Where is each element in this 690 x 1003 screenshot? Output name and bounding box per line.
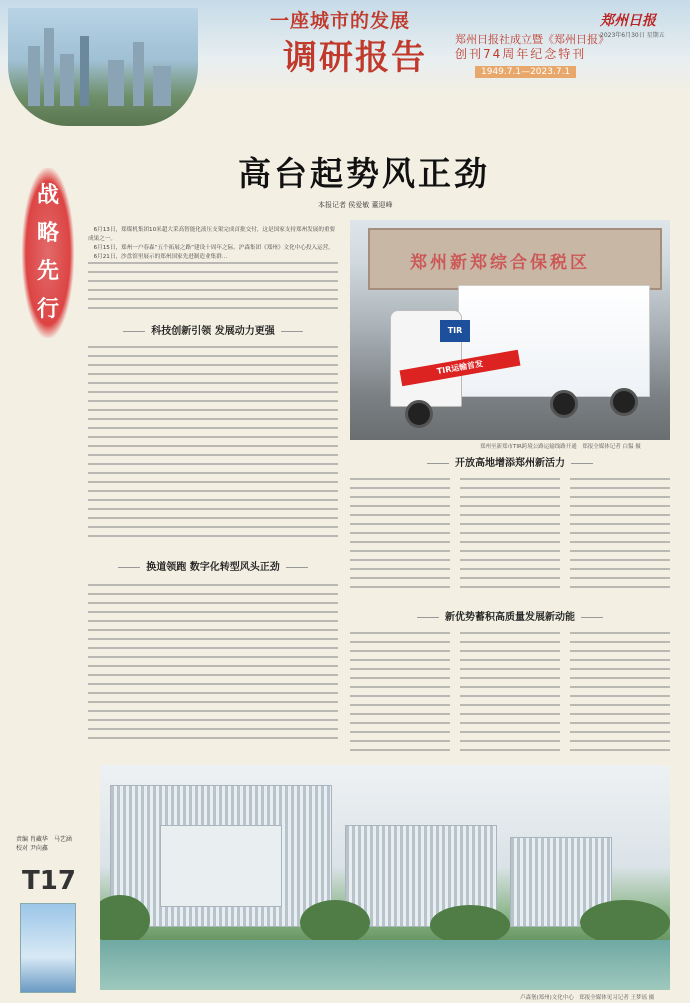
side-label-char: 战	[36, 182, 59, 208]
header-report-title: 调研报告	[283, 38, 427, 78]
wheel-icon	[550, 390, 578, 418]
truck-container	[458, 285, 650, 397]
body-text-block	[570, 632, 670, 756]
building-atrium	[160, 825, 282, 907]
body-text-block	[88, 346, 338, 544]
proofreader-line: 校对 尹向鑫	[16, 845, 48, 852]
wheel-icon	[405, 400, 433, 428]
section-heading: 科技创新引领 发展动力更强	[88, 322, 338, 337]
wheel-icon	[610, 388, 638, 416]
intro-paragraph: 6月15日，郑州一户春森“五个拓展之路”建设十周年之际，沪森集团《郑州》文化中心投入运营。	[93, 245, 334, 251]
cultural-center-photo	[100, 765, 670, 990]
section-heading: 开放高地增添郑州新活力	[350, 454, 670, 469]
side-label-char: 行	[36, 296, 59, 322]
body-text-block	[460, 632, 560, 756]
page-number: T17	[22, 866, 76, 896]
body-text-block	[570, 478, 670, 598]
editors-line: 责编 肖藏华 马艺涵	[16, 836, 72, 843]
issue-date: 2023年6月30日 星期五	[600, 32, 665, 39]
photo-caption: 卢森堡(郑州)文化中心 郑报全媒体见习记者 王梦瑶 摄	[520, 995, 655, 1001]
tree	[430, 905, 510, 945]
tir-plate: TIR	[440, 320, 470, 342]
intro-paragraph: 6月13日，郑煤机集团10米超大采高智能化液压支架完成首批交付，这是国家支持郑州发展的重要成果之一。	[88, 227, 336, 242]
article-title: 高台起势风正劲	[238, 154, 490, 193]
article-byline: 本报记者 侯爱敏 董迎峰	[318, 201, 393, 209]
body-text-block	[350, 478, 450, 598]
newspaper-logo: 郑州日报	[600, 13, 656, 29]
tree	[580, 900, 670, 945]
header-info-line1: 郑州日报社成立暨《郑州日报》	[455, 33, 609, 46]
page-thumbnail	[20, 903, 76, 993]
body-text-block	[88, 584, 338, 750]
header-info-line2: 创刊74周年纪念特刊	[455, 47, 587, 61]
side-label-char: 略	[36, 220, 59, 246]
red-banner: TIR运输首发	[400, 350, 521, 387]
header-skyline-image	[8, 8, 198, 126]
editor-credits	[16, 835, 72, 853]
tree	[100, 895, 150, 945]
header-slogan: 一座城市的发展	[270, 10, 411, 32]
photo-caption: 郑州至新郑市TIR跨境公路运输线路开通 郑报全媒体记者 白韫 摄	[480, 444, 641, 450]
body-text-block	[350, 632, 450, 756]
side-label-char: 先	[36, 258, 59, 284]
tree	[300, 900, 370, 945]
section-heading: 新优势蓄积高质量发展新动能	[350, 608, 670, 623]
section-heading: 换道领跑 数字化转型风头正劲	[88, 558, 338, 573]
header-info	[455, 32, 609, 62]
body-text-block	[460, 478, 560, 598]
truck-photo	[350, 220, 670, 440]
body-text-block	[88, 262, 338, 312]
customs-gate: 郑州新郑综合保税区	[368, 228, 662, 290]
section-side-label	[22, 168, 74, 338]
lake	[100, 940, 670, 990]
intro-paragraph: 6月21日，沙盘馆里展示的郑州国家先进制造业集群…	[93, 254, 228, 260]
header-date-range: 1949.7.1—2023.7.1	[475, 66, 576, 78]
